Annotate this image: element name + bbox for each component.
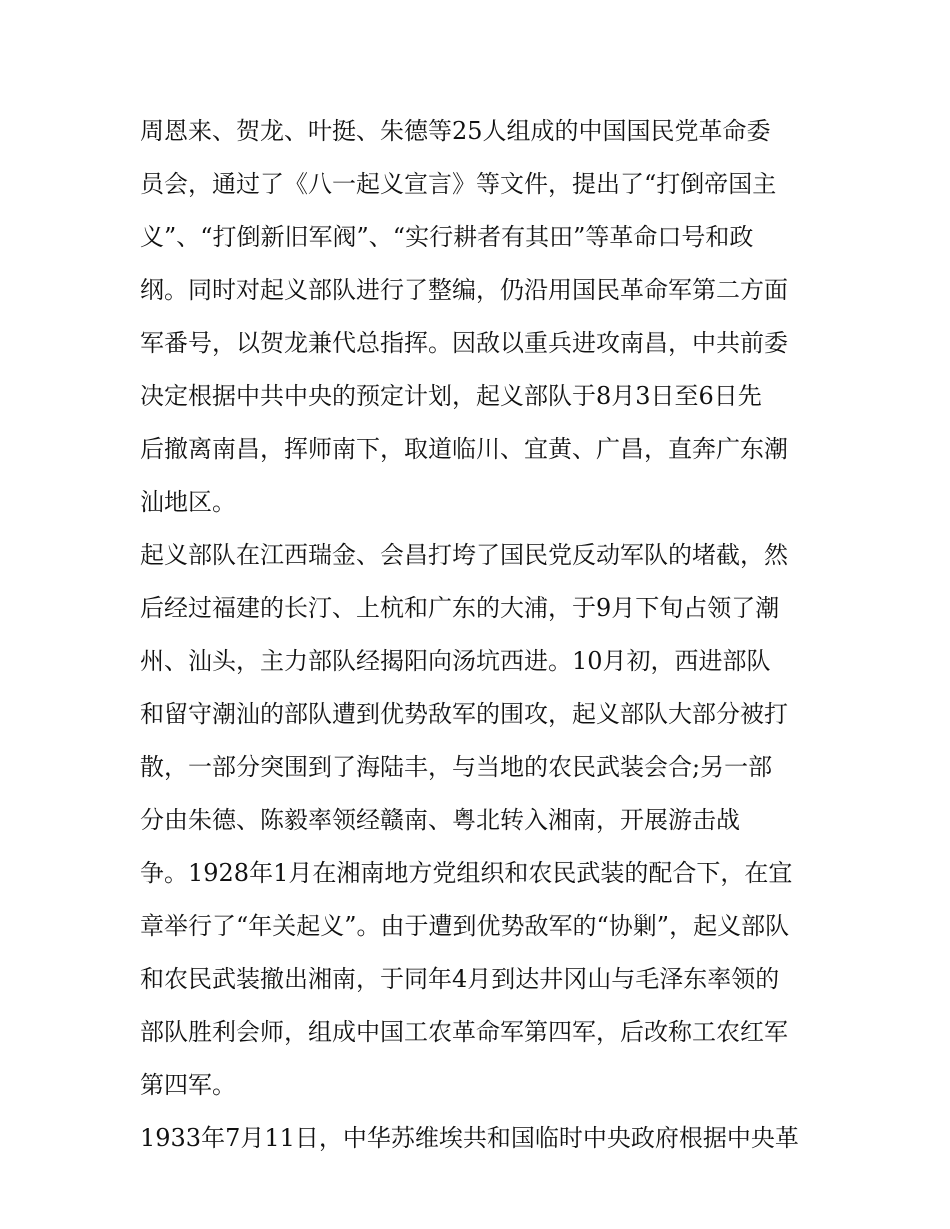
text-line: 军番号，以贺龙兼代总指挥。因敌以重兵进攻南昌，中共前委 (140, 329, 788, 357)
text-line: 周恩来、贺龙、叶挺、朱德等25人组成的中国国民党革命委 (140, 117, 771, 145)
text-line: 散，一部分突围到了海陆丰，与当地的农民武装会合;另一部 (140, 753, 773, 781)
text-line: 州、汕头，主力部队经揭阳向汤坑西进。10月初，西进部队 (140, 647, 771, 675)
text-line: 章举行了“年关起义”。由于遭到优势敌军的“协剿”，起义部队 (140, 912, 790, 940)
text-line: 后撤离南昌，挥师南下，取道临川、宜黄、广昌，直奔广东潮 (140, 435, 788, 463)
text-line: 第四军。 (140, 1071, 236, 1099)
text-line: 员会，通过了《八一起义宣言》等文件，提出了“打倒帝国主 (140, 170, 777, 198)
text-line: 义”、“打倒新旧军阀”、“实行耕者有其田”等革命口号和政 (140, 223, 754, 251)
text-line: 决定根据中共中央的预定计划，起义部队于8月3日至6日先 (140, 382, 762, 410)
text-line: 部队胜利会师，组成中国工农革命军第四军，后改称工农红军 (140, 1018, 788, 1046)
text-line: 和农民武装撤出湘南，于同年4月到达井冈山与毛泽东率领的 (140, 965, 780, 993)
text-line: 汕地区。 (140, 488, 236, 516)
text-line: 分由朱德、陈毅率领经赣南、粤北转入湘南，开展游击战 (140, 806, 740, 834)
text-line: 纲。同时对起义部队进行了整编，仍沿用国民革命军第二方面 (140, 276, 788, 304)
body-text (140, 105, 820, 1165)
text-line: 和留守潮汕的部队遭到优势敌军的围攻，起义部队大部分被打 (140, 700, 788, 728)
text-line: 起义部队在江西瑞金、会昌打垮了国民党反动军队的堵截，然 (140, 541, 788, 569)
text-line: 后经过福建的长汀、上杭和广东的大浦，于9月下旬占领了潮 (140, 594, 780, 622)
text-line: 争。1928年1月在湘南地方党组织和农民武装的配合下，在宜 (140, 859, 793, 887)
text-line: 1933年7月11日，中华苏维埃共和国临时中央政府根据中央革 (140, 1124, 799, 1152)
